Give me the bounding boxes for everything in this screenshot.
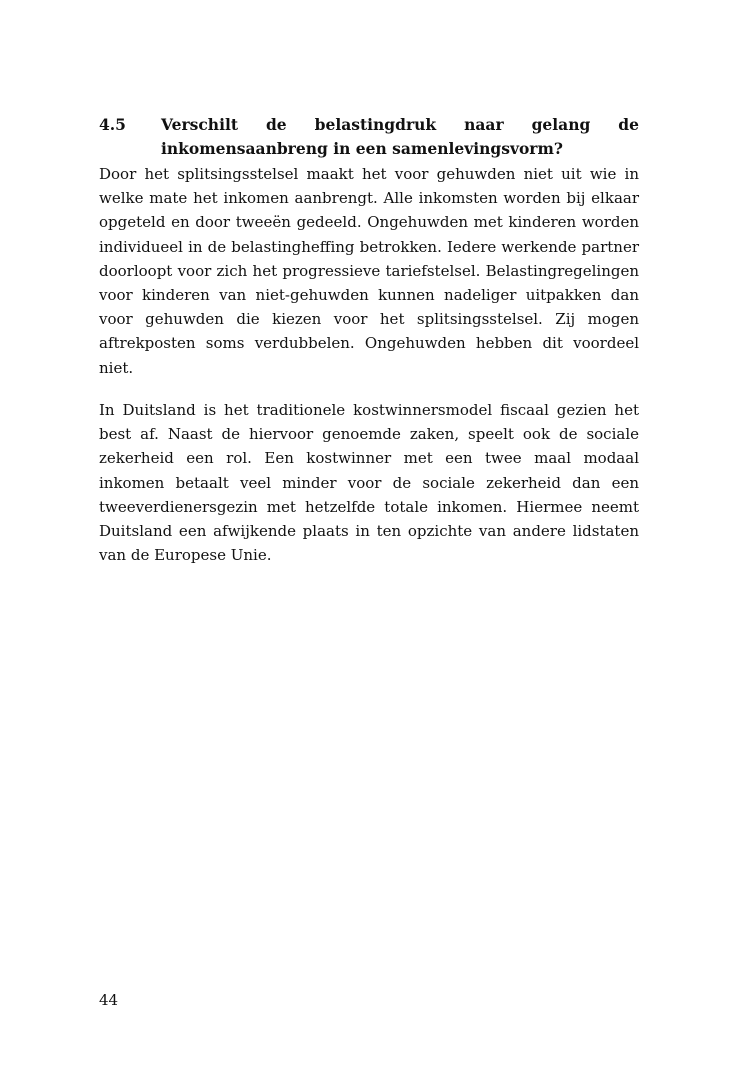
section-number: 4.5 <box>99 115 126 134</box>
section-title-line-1: Verschilt de belastingdruk naar gelang de <box>161 115 639 134</box>
page-number: 44 <box>99 991 119 1009</box>
body-paragraph-1: Door het splitsingsstelsel maakt het voor gehuwden niet uit wie in welke mate het inkomen aanbrengt. Alle inkomsten worden bij elkaar opgeteld en door tweeën gedeeld. Ongehuwden met kinderen worden individueel in de belastingheffing betrokken. Iedere werkende partner doorloopt voor zich het progressieve tariefstelsel. Belastingregelingen voor kinderen van niet-gehuwden kunnen nadeliger uitpakken dan voor gehuwden die kiezen voor het splitsingsstelsel. Zij mogen aftrekposten soms verdubbelen. Ongehuwden hebben dit voordeel niet. <box>99 165 639 377</box>
section-title-line-2: inkomensaanbreng in een samenlevingsvorm? <box>161 139 563 158</box>
section-heading <box>99 113 639 161</box>
body-paragraph-2: In Duitsland is het traditionele kostwinnersmodel fiscaal gezien het best af. Naast de hiervoor genoemde zaken, speelt ook de sociale zekerheid een rol. Een kostwinner met een twee maal modaal inkomen betaalt veel minder voor de sociale zekerheid dan een tweeverdienersgezin met hetzelfde totale inkomen. Hiermee neemt Duitsland een afwijkende plaats in ten opzichte van andere lidstaten van de Europese Unie. <box>99 401 639 565</box>
section-title <box>161 113 639 161</box>
